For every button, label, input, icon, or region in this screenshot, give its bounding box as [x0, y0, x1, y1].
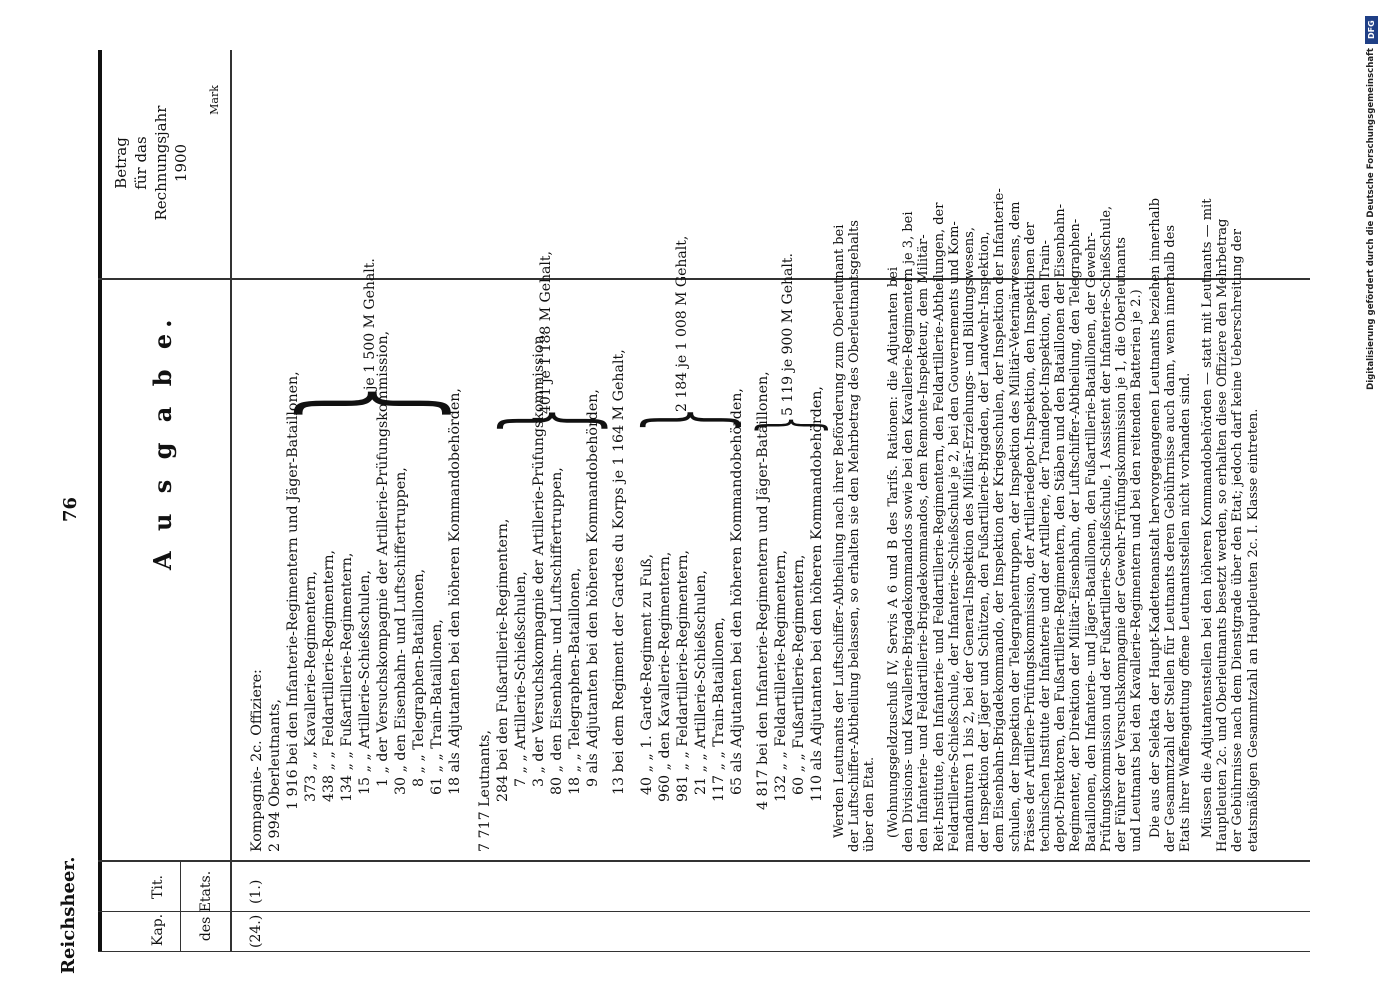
note-line: schulen, der Inspektion der Telegraphentruppen, der Inspektion des Militär-Veterinärwesens, dem — [1007, 201, 1023, 852]
note-line: der Luftschiffer-Abtheilung belassen, so erhalten sie den Mehrbetrag des Oberleutnantsgehalts — [847, 220, 863, 852]
text-line: 7 „ „ Artillerie-Schießschulen, — [513, 571, 529, 787]
text-line: 18 „ „ Telegraphen-Bataillonen, — [567, 567, 583, 795]
dfg-logo: DFG — [1365, 16, 1378, 44]
text-line: 80 „ den Eisenbahn- und Luftschiffertruppen, — [549, 467, 565, 795]
text-line: 981 „ „ Feldartillerie-Regimentern, — [675, 549, 691, 802]
note-line: den Infanterie- und Feldartillerie-Brigadekommandos, dem Remonte-Inspekteur, dem Militär- — [916, 234, 932, 852]
text-line: 8 „ „ Telegraphen-Bataillonen, — [411, 568, 427, 787]
brace-group-1: } — [266, 384, 464, 422]
note-line: depot-Direktoren, den Fußartillerie-Regimentern, den Stäben und den Bataillonen der Eisenbahn- — [1053, 203, 1069, 852]
note-line: Etats ihrer Waffengattung offene Leutnantsstellen nicht vorhanden sind. — [1178, 372, 1194, 852]
note-line: dem Eisenbahn-Brigadekommando, der Inspektion der Kriegsschulen, der Inspektion der Infanterie- — [992, 188, 1008, 852]
text-line: 1 916 bei den Infanterie-Regimentern und Jäger-Bataillonen, — [285, 371, 301, 810]
digitization-credit — [1366, 8, 1378, 992]
text-line: 4 817 bei den Infanterie-Regimentern und Jäger-Bataillonen, — [755, 371, 771, 810]
brace-group-3: } — [621, 407, 749, 432]
note-line: der Inspektion der Jäger und Schützen, den Fußartillerie-Brigaden, der Landwehr-Inspektion, — [977, 231, 993, 852]
note-luftschiffer — [832, 220, 878, 852]
note-line: Präses der Artillerie-Prüfungskommission, der Artilleriedepot-Inspektion, den Inspektionen der — [1022, 222, 1038, 852]
text-line: 3 „ der Versuchskompagnie der Artillerie-Prüfungskommission, — [531, 330, 547, 787]
credit-text: Digitalisierung gefördert durch die Deutsche Forschungsgemeinschaft — [1366, 48, 1376, 390]
text-line: 373 „ „ Kavallerie-Regimentern, — [303, 570, 319, 802]
text-line: 438 „ „ Feldartillerie-Regimentern, — [321, 549, 337, 802]
header-kap: Kap. — [150, 913, 166, 947]
note-line: und Leutnants bei den Kavallerie-Regimentern und bei den reitenden Batterien je 2.) — [1129, 289, 1145, 852]
header-split-rule — [180, 862, 181, 952]
note-line: Regimenter, der Direktion der Militär-Eisenbahn, der Luftschiffer-Abtheilung, den Telegraphen- — [1068, 218, 1084, 852]
text-column-rule — [98, 860, 1310, 862]
note-selekta — [1148, 197, 1194, 852]
note-line: etatsmäßigen Gesammtzahl an Hauptleuten 2c. I. Klasse eintreten. — [1245, 408, 1261, 852]
text-line: 61 „ „ Train-Bataillonen, — [429, 619, 445, 795]
header-tit: Tit. — [150, 875, 166, 899]
text-line: 21 „ „ Artillerie-Schießschulen, — [693, 570, 709, 795]
note-line: der Gebührnisse nach dem Dienstgrade über den Etat; jedoch darf keine Ueberschreitung der — [1230, 229, 1246, 852]
brace-total-4: 5 119 je 900 M Gehalt. — [780, 253, 796, 416]
header-des-etats: des Etats. — [198, 870, 214, 942]
note-line: Feldartillerie-Schießschule, der Infanterie-Schießschule je 2, bei den Gouvernements und Kom- — [946, 221, 962, 852]
text-line: 7 717 Leutnants, — [477, 729, 493, 852]
text-line: 110 als Adjutanten bei den höheren Kommandobehörden, — [809, 386, 825, 802]
text-line: 60 „ „ Fußartillerie-Regimentern, — [791, 554, 807, 795]
note-line: (Wohnungsgeldzuschuß IV, Servis A 6 und B des Tarifs. Rationen: die Adjutanten bei — [886, 267, 901, 838]
note-adjutanten — [1200, 198, 1261, 852]
brace-group-4: } — [741, 416, 834, 434]
text-line: 284 bei den Fußartillerie-Regimentern, — [495, 518, 511, 802]
header-betrag-4: 1900 — [172, 143, 190, 183]
header-betrag-3: Rechnungsjahr — [152, 105, 170, 221]
text-line: 132 „ „ Feldartillerie-Regimentern, — [773, 549, 789, 802]
text-line: 18 als Adjutanten bei den höheren Kommandobehörden, — [447, 388, 463, 795]
text-line: 134 „ „ Fußartillerie-Regimentern, — [339, 552, 355, 802]
kap-column-rule — [98, 951, 1310, 952]
text-line: 117 „ „ Train-Bataillonen, — [711, 617, 727, 802]
brace-total-2: 401 je 1 188 M Gehalt, — [538, 251, 554, 414]
text-line: 1 „ der Versuchskompagnie der Artillerie-Prüfungskommission, — [375, 330, 391, 787]
text-line: 65 als Adjutanten bei den höheren Kommandobehörden, — [729, 388, 745, 795]
note-line: technischen Institute der Infanterie und der Artillerie, der Traindepot-Inspektion, den Train- — [1038, 240, 1054, 852]
note-wohnungsgeld — [886, 188, 1145, 852]
note-line: Hauptleuten 2c. und Oberleutnants besetzt werden, so erhalten diese Offiziere den Mehrbetrag — [1215, 218, 1231, 852]
text-line: 15 „ „ Artillerie-Schießschulen, — [357, 570, 373, 795]
tit-column-rule — [98, 911, 1310, 912]
running-head: Reichsheer. — [58, 856, 79, 974]
entry-kap: (24.) — [248, 914, 264, 948]
note-line: der Führer der Versuchskompagnie der Gewehr-Prüfungskommission je 1, die Oberleutnants — [1114, 237, 1130, 852]
note-line: Müssen die Adjutantenstellen bei den höheren Kommandobehörden — statt mit Leutnants — mit — [1200, 198, 1215, 838]
note-line: Bataillonen, den Infanterie- und Jäger-Bataillonen, den Fußartillerie-Bataillonen, der Gewehr- — [1083, 232, 1099, 852]
note-line: Die aus der Selekta der Haupt-Kadettenanstalt hervorgegangenen Leutnants beziehen innerhalb — [1148, 197, 1163, 838]
note-line: über den Etat. — [862, 756, 878, 852]
note-line: Reit-Institute, den Infanterie- und Feldartillerie-Regimentern, den Feldartillerie-Abtheilungen, der — [931, 202, 947, 852]
note-line: mandanturen 1 bis 2, bei der General-Inspektion des Militär-Erziehungs- und Bildungswesens, — [962, 227, 978, 852]
note-line: Prüfungskommission und der Fußartillerie-Schießschule, 1 Assistent der Infanterie-Schießschule, — [1098, 205, 1114, 852]
brace-group-2: } — [478, 407, 617, 434]
text-line: Kompagnie- 2c. Offiziere: — [249, 669, 265, 852]
brace-total-3: 2 184 je 1 008 M Gehalt, — [674, 235, 690, 412]
header-betrag-2: für das — [132, 136, 150, 190]
section-title: A u s g a b e. — [148, 313, 177, 570]
text-line: 40 „ „ 1. Garde-Regiment zu Fuß, — [639, 553, 655, 795]
header-bottom-rule — [230, 50, 232, 952]
text-line: 2 994 Oberleutnants, — [267, 698, 283, 852]
text-line: 13 bei dem Regiment der Gardes du Korps je 1 164 M Gehalt, — [611, 349, 627, 795]
text-line: 30 „ den Eisenbahn- und Luftschiffertruppen, — [393, 467, 409, 795]
entry-tit: (1.) — [248, 879, 264, 904]
note-line: den Divisions- und Kavallerie-Brigadekommandos sowie bei den Kavallerie-Regimentern je 3, bei — [901, 211, 917, 852]
text-line: 9 als Adjutanten bei den höheren Kommandobehörden, — [585, 389, 601, 787]
text-line: 960 „ den Kavallerie-Regimentern, — [657, 551, 673, 802]
note-line: Werden Leutnants der Luftschiffer-Abtheilung nach ihrer Beförderung zum Oberleutnant bei — [832, 224, 847, 838]
header-mark-unit: Mark — [208, 85, 221, 115]
brace-total-1: je 1 500 M Gehalt. — [362, 258, 378, 390]
note-line: der Gesammtzahl der Stellen für Leutnants deren Gebührnisse auch dann, wenn innerhalb des — [1163, 224, 1179, 852]
table-top-rule — [98, 50, 102, 952]
page-number: 76 — [60, 496, 81, 522]
header-betrag-1: Betrag — [112, 137, 130, 189]
